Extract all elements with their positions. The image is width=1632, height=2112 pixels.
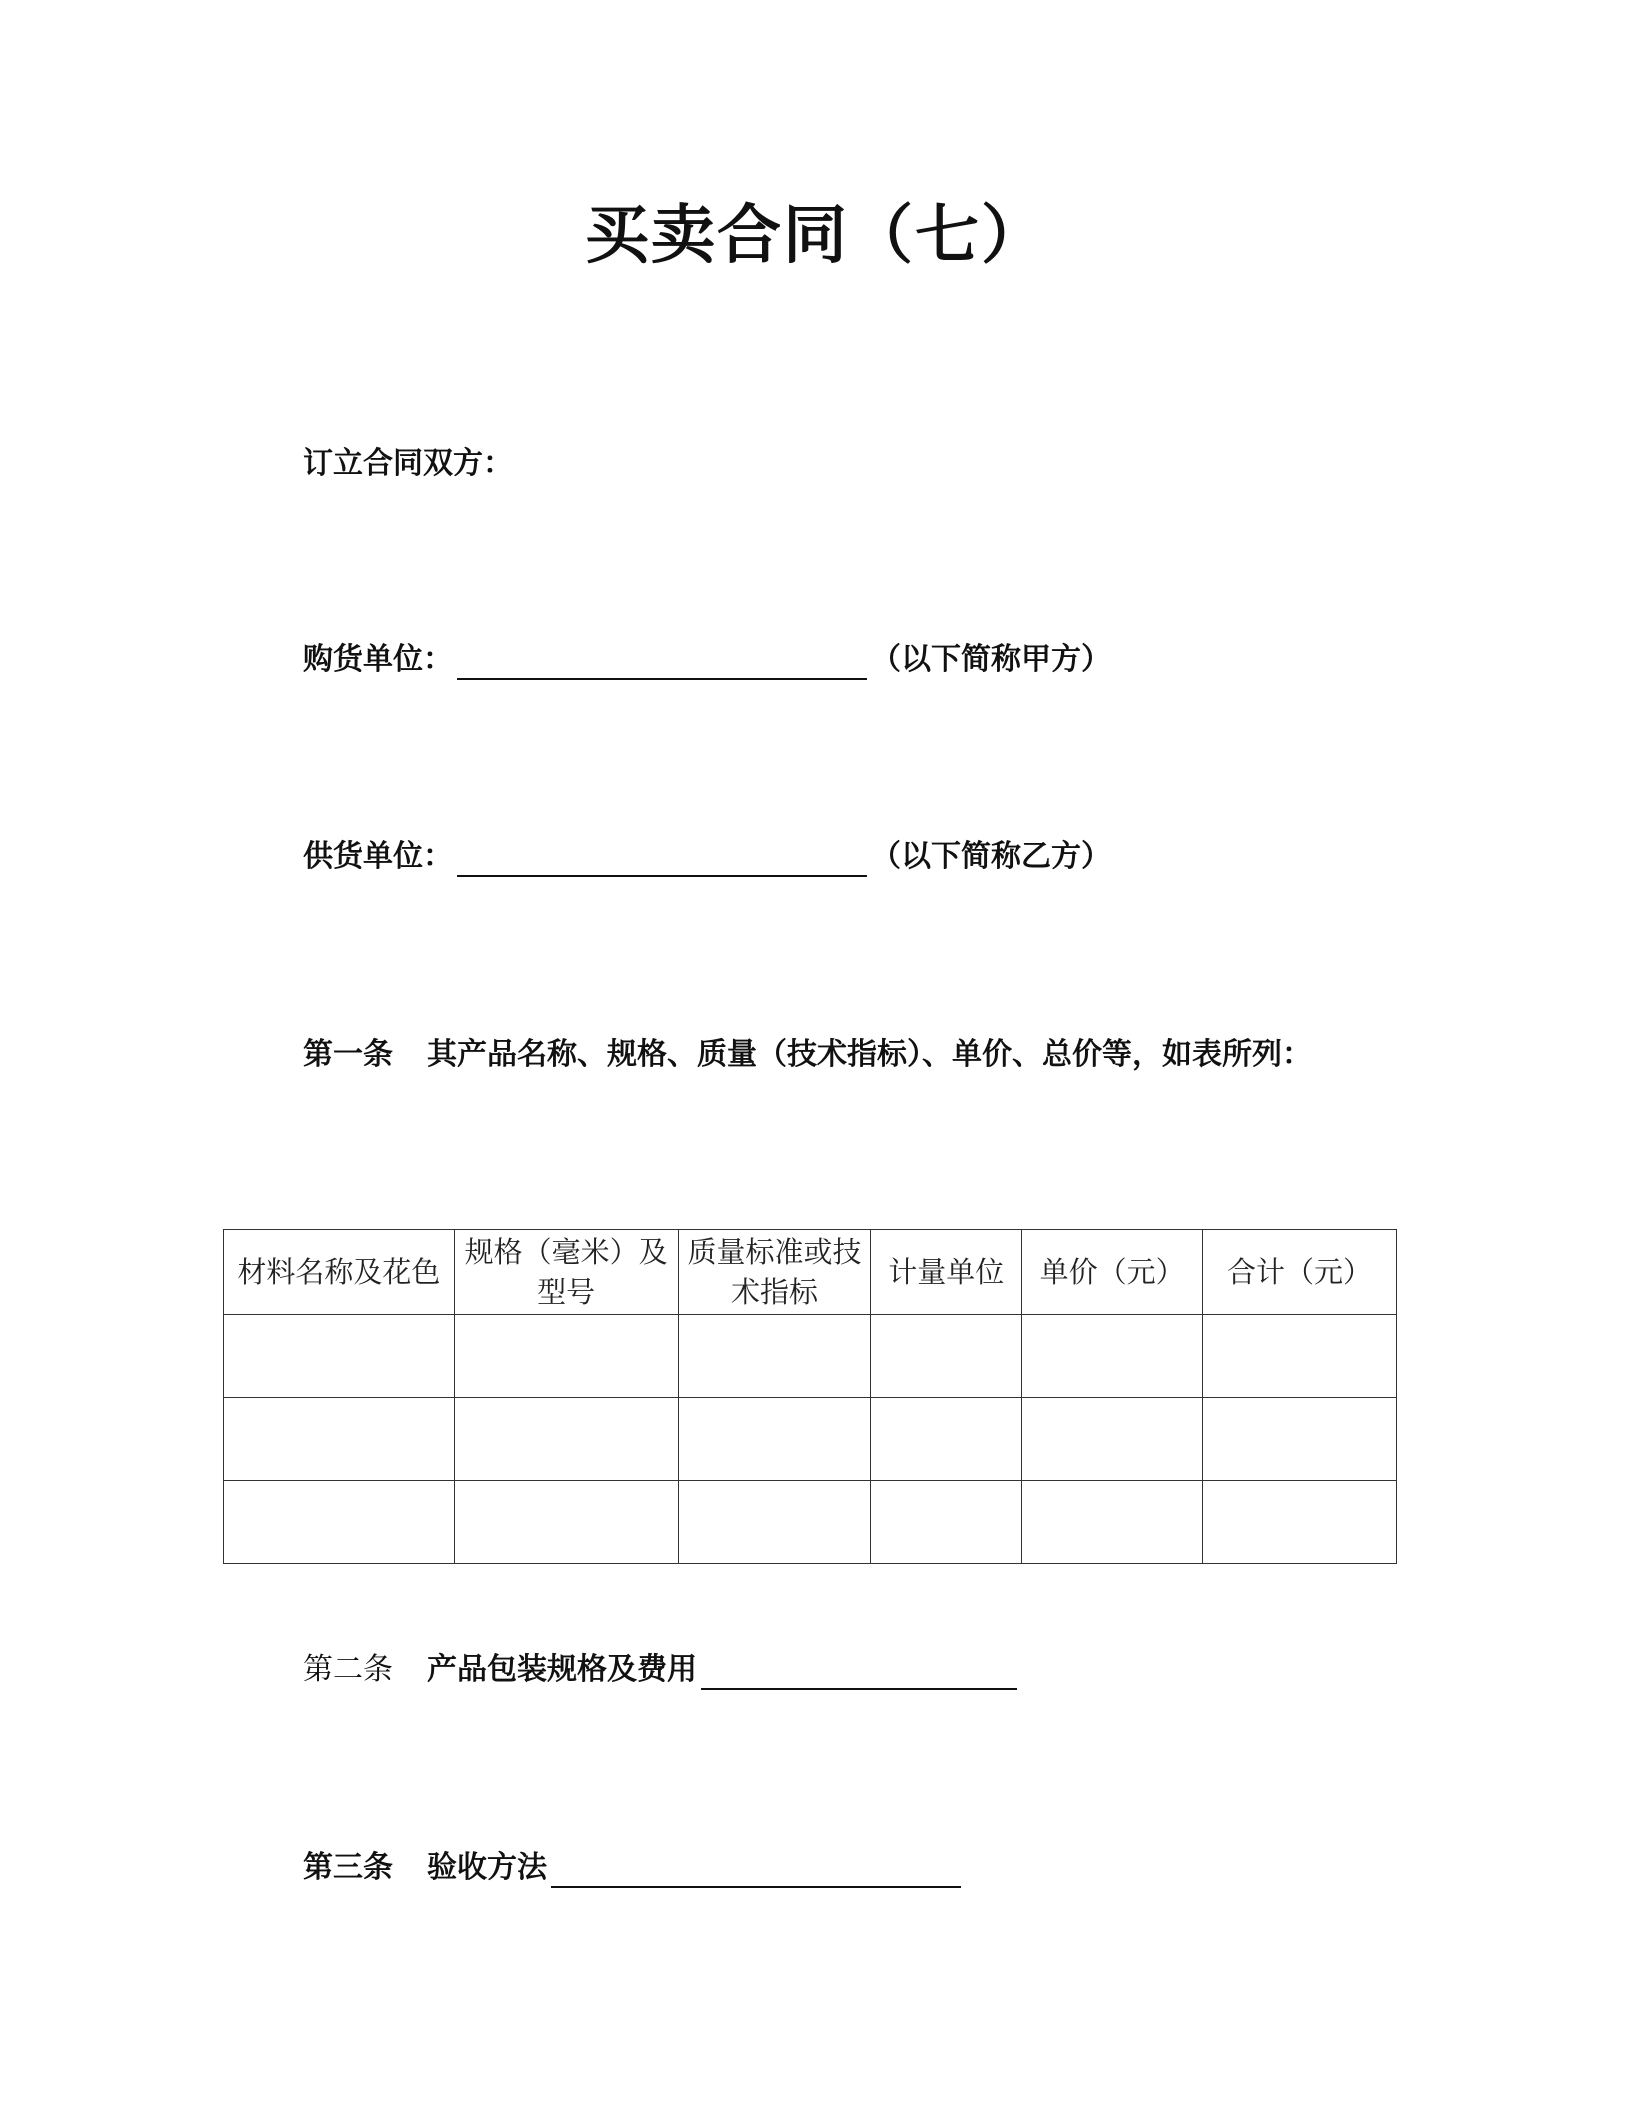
table-cell[interactable] [1203, 1398, 1397, 1481]
seller-name-field[interactable] [457, 841, 867, 877]
table-cell[interactable] [454, 1481, 678, 1564]
article-2 [303, 1650, 1021, 1690]
table-cell[interactable] [224, 1315, 455, 1398]
acceptance-method-field[interactable] [551, 1852, 961, 1888]
table-cell[interactable] [1022, 1315, 1203, 1398]
buyer-line [303, 640, 1111, 680]
col-header-unit: 计量单位 [871, 1230, 1022, 1315]
col-header-total: 合计（元） [1203, 1230, 1397, 1315]
buyer-label: 购货单位： [303, 642, 453, 677]
article-3 [303, 1848, 965, 1888]
table-cell[interactable] [454, 1398, 678, 1481]
document-title: 买卖合同（七） [585, 199, 1047, 273]
seller-label: 供货单位： [303, 839, 453, 874]
table-cell[interactable] [1203, 1481, 1397, 1564]
table-cell[interactable] [678, 1398, 871, 1481]
buyer-suffix: （以下简称甲方） [871, 642, 1111, 677]
article-3-text: 验收方法 [427, 1850, 547, 1885]
seller-suffix: （以下简称乙方） [871, 839, 1111, 874]
buyer-name-field[interactable] [457, 644, 867, 680]
table-row [224, 1398, 1397, 1481]
table-cell[interactable] [678, 1315, 871, 1398]
col-header-quality: 质量标准或技术指标 [678, 1230, 871, 1315]
article-3-number: 第三条 [303, 1850, 393, 1885]
article-2-text: 产品包装规格及费用 [427, 1652, 697, 1687]
table-header-row [224, 1230, 1397, 1315]
col-header-spec: 规格（毫米）及型号 [454, 1230, 678, 1315]
table-cell[interactable] [1022, 1481, 1203, 1564]
table-row [224, 1315, 1397, 1398]
table-row [224, 1481, 1397, 1564]
table-cell[interactable] [871, 1315, 1022, 1398]
article-1-text: 其产品名称、规格、质量（技术指标）、单价、总价等，如表所列： [427, 1037, 1312, 1072]
article-1-number: 第一条 [303, 1037, 393, 1072]
col-header-material: 材料名称及花色 [224, 1230, 455, 1315]
table-cell[interactable] [678, 1481, 871, 1564]
parties-heading: 订立合同双方： [303, 446, 513, 481]
table-cell[interactable] [224, 1481, 455, 1564]
seller-line [303, 837, 1111, 877]
article-1 [303, 1035, 1312, 1075]
table-cell[interactable] [1203, 1315, 1397, 1398]
packaging-field[interactable] [701, 1654, 1017, 1690]
table-cell[interactable] [871, 1398, 1022, 1481]
table-cell[interactable] [1022, 1398, 1203, 1481]
table-cell[interactable] [454, 1315, 678, 1398]
article-2-number: 第二条 [303, 1652, 393, 1687]
goods-table [223, 1229, 1397, 1564]
col-header-unit-price: 单价（元） [1022, 1230, 1203, 1315]
table-cell[interactable] [224, 1398, 455, 1481]
table-cell[interactable] [871, 1481, 1022, 1564]
